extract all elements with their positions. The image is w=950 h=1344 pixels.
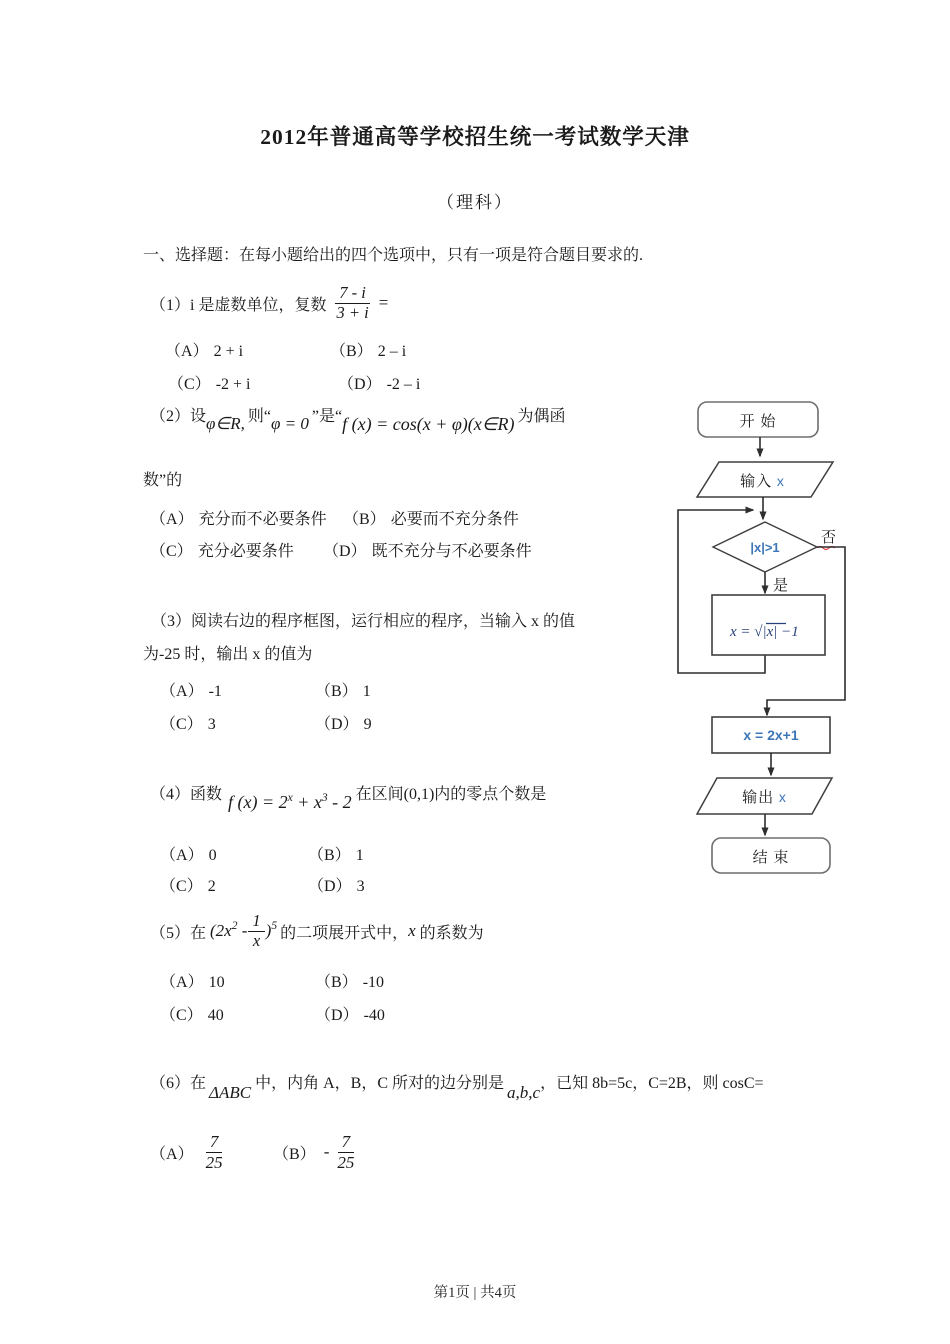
flowchart-output-label: 输出 x [742, 789, 786, 806]
q6-option-b-minus: - [323, 1142, 330, 1161]
q4-option-b: （B） 1 [308, 847, 364, 864]
q6-triangle-abc: ΔABC [209, 1083, 252, 1102]
q5-option-a: （A） 10 [160, 974, 225, 991]
q2-option-b: （B） 必要而不充分条件 [343, 511, 519, 528]
flowchart-start-label: 开 始 [739, 414, 777, 430]
q5-option-d: （D） -40 [315, 1007, 385, 1024]
q4-formula: f $(x) = 2^x + x^3 - 2$ [228, 792, 352, 812]
q2-math-fx: f (x) = cos(x + φ)(x∈R) [342, 414, 515, 434]
question-3-line1: （3）阅读右边的程序框图，运行相应的程序，当输入 x 的值 [151, 613, 576, 630]
q4-option-c: （C） 2 [160, 878, 216, 895]
question-5: （5）在 ($2x^2$ - $\frac{1}{x}$ )$^5$ 的二项展开式中， x 的系数为 [150, 911, 484, 950]
q4-option-a: （A） 0 [160, 847, 217, 864]
q3-option-c: （C） 3 [160, 716, 216, 733]
q1-fraction-numerator: 7 - i [335, 284, 370, 303]
q5-option-b: （B） -10 [315, 974, 385, 991]
q6-option-a-fraction: $\frac{7}{25}$ [205, 1132, 223, 1172]
flowchart-yes-label: 是 [773, 578, 790, 594]
q1-option-c: （C） -2 + i [168, 376, 251, 393]
q4-option-d: （D） 3 [308, 878, 365, 895]
q6-abc-sides: a,b,c [507, 1083, 541, 1102]
flowchart-no-label: 否 [821, 530, 838, 546]
q1-options-row1 [0, 338, 950, 362]
question-4: （4）函数 f $(x) = 2^x + x^3 - 2$ 在区间(0,1)内的零点个数是 [150, 786, 547, 812]
question-6: （6）在 ΔABC 中，内角 A，B，C 所对的边分别是 a,b,c ，已知 8b=5c，C=2B，则 cosC= [150, 1075, 764, 1102]
q1-text: （1）i 是虚数单位，复数 [150, 296, 327, 314]
question-1 [150, 278, 389, 328]
q1-option-d: （D） -2 – i [338, 376, 421, 393]
q2-option-c: （C） 充分必要条件 [150, 543, 294, 560]
q6-option-b-fraction: $\frac{7}{25}$ [337, 1132, 355, 1172]
q5-formula: ($2x^2$ - $\frac{1}{x}$ )$^5$ [210, 911, 278, 950]
q3-option-d: （D） 9 [315, 716, 372, 733]
flowchart-sqrt-formula: x = √|x| −1 [730, 624, 799, 640]
page-subtitle: （理科） [437, 193, 513, 212]
flowchart-end-label: 结 束 [752, 850, 790, 866]
q2-option-d: （D） 既不充分与不必要条件 [323, 543, 532, 560]
program-flowchart [640, 390, 870, 890]
q6-option-b: （B） - $\frac{7}{25}$ [273, 1124, 358, 1180]
flowchart-input-label: 输入 x [740, 473, 784, 490]
q2-math-phi-in-R: φ∈R, [206, 414, 245, 433]
q1-equals: = [377, 293, 390, 312]
q2-continuation: 数”的 [143, 472, 183, 489]
q6-option-a: （A） $\frac{7}{25}$ [150, 1124, 227, 1180]
flowchart-assign-label: x = 2x+1 [743, 727, 799, 743]
q1-fraction-denominator: 3 + i [336, 302, 369, 322]
page-title: 2012年普通高等学校招生统一考试数学天津 [260, 125, 690, 149]
q3-option-a: （A） -1 [160, 683, 222, 700]
q3-option-b: （B） 1 [315, 683, 371, 700]
page-footer: 第1页 | 共4页 [433, 1285, 517, 1301]
q2-math-phi-eq-0: φ = 0 [270, 414, 309, 433]
question-3-line2: 为-25 时，输出 x 的值为 [143, 646, 313, 663]
q2-option-a: （A） 充分而不必要条件 [150, 511, 327, 528]
q1-fraction [332, 284, 372, 322]
q5-option-c: （C） 40 [160, 1007, 224, 1024]
q5-options-row2 [0, 1002, 950, 1026]
section-header: 一、选择题：在每小题给出的四个选项中，只有一项是符合题目要求的. [143, 247, 644, 264]
q1-option-b: （B） 2 – i [330, 343, 407, 360]
q5-options-row1 [0, 969, 950, 993]
q5-x: x [408, 921, 416, 940]
q1-option-a: （A） 2 + i [165, 343, 244, 360]
question-2: （2）设 φ∈R, 则“ φ = 0 ”是“ f (x) = cos(x + φ)(x∈R) 为偶函 [150, 408, 566, 434]
flowchart-condition-label: |x|>1 [750, 540, 780, 555]
q5-fraction: $\frac{1}{x}$ [248, 912, 264, 950]
